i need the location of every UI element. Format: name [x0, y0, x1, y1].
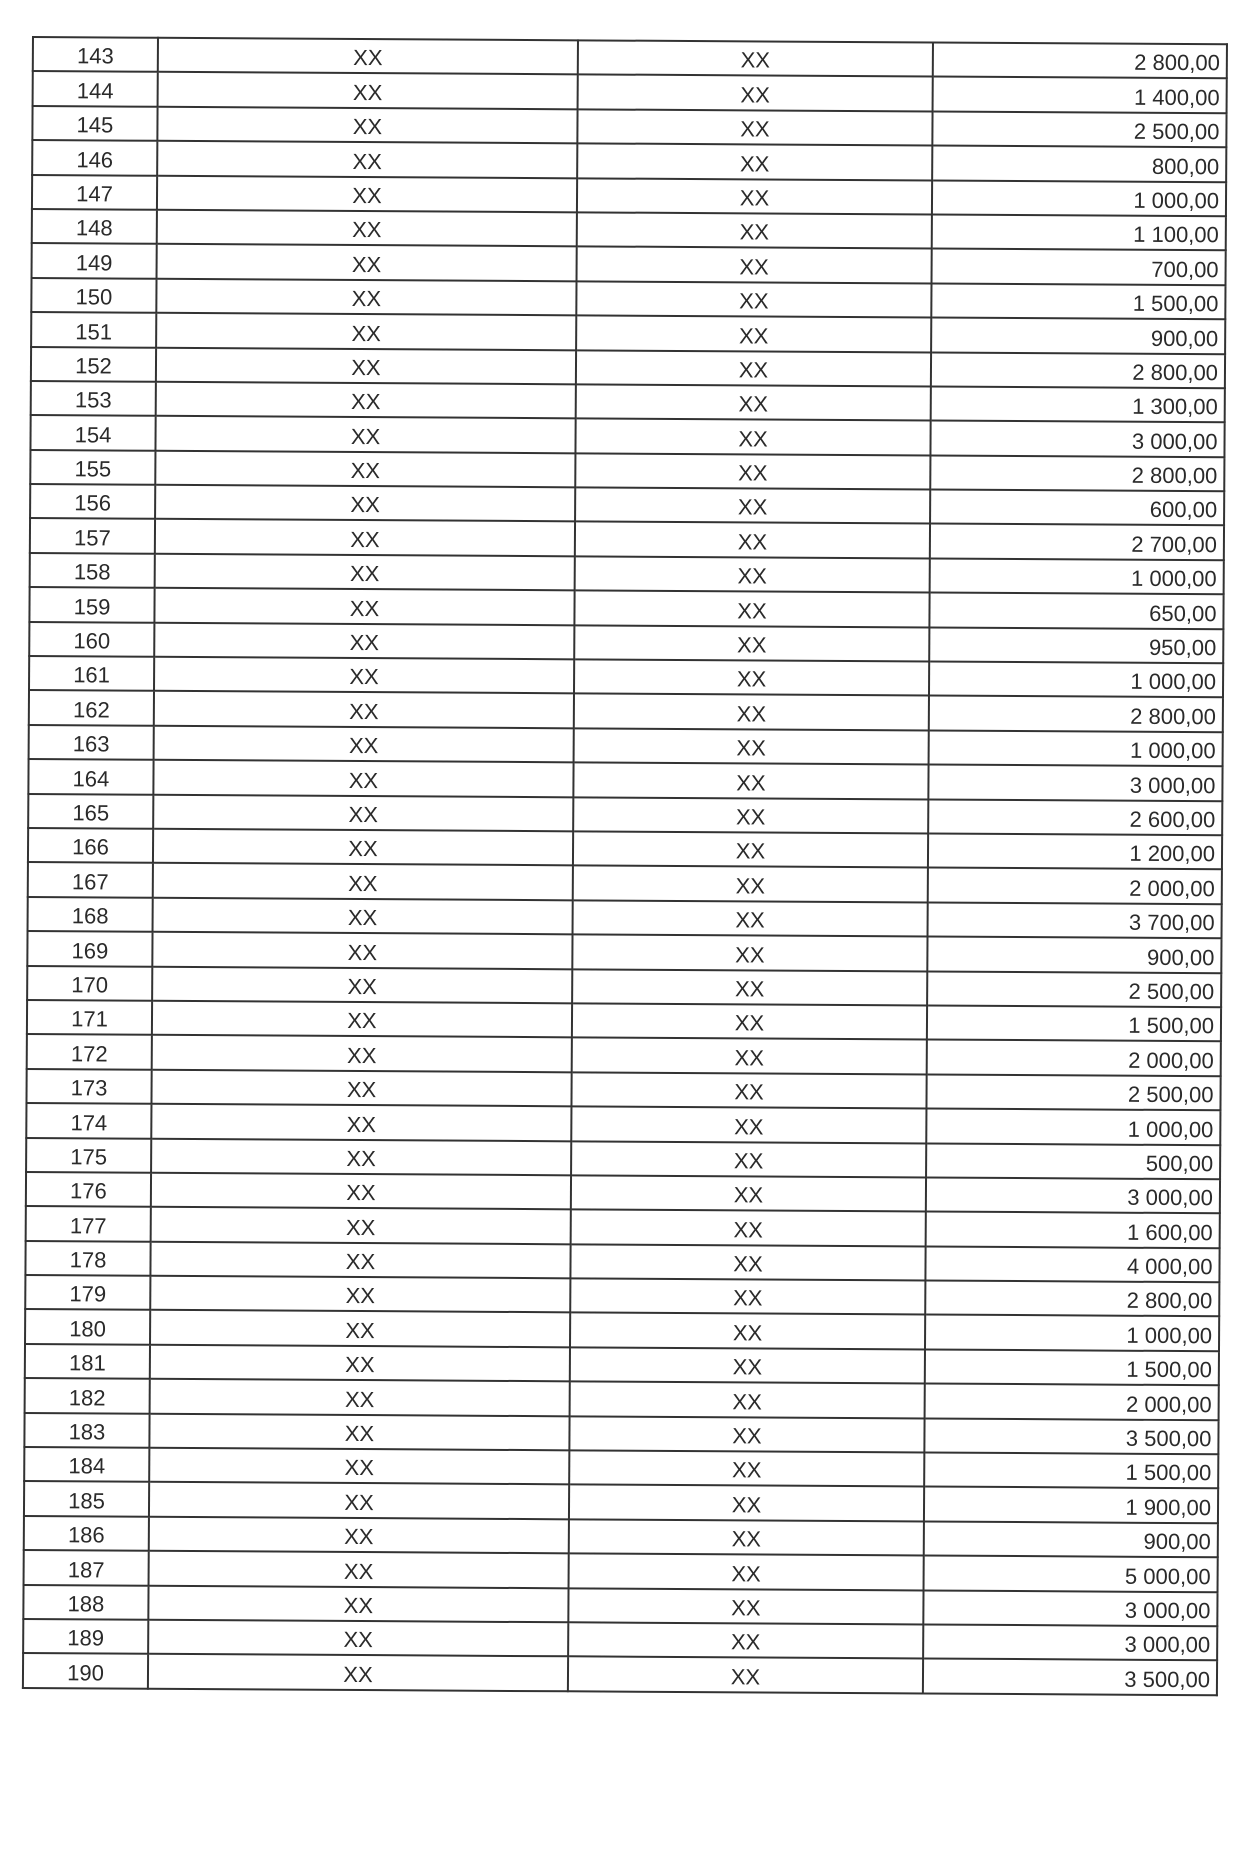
- amount-cell: 1 500,00: [925, 1349, 1219, 1385]
- column-b-cell: XX: [576, 350, 931, 387]
- amount-cell: 2 000,00: [928, 868, 1222, 904]
- column-a-cell: XX: [152, 932, 572, 969]
- column-b-cell: XX: [571, 1210, 926, 1247]
- column-b-cell: XX: [575, 522, 930, 559]
- row-number-cell: 160: [29, 622, 154, 657]
- amount-cell: 2 000,00: [925, 1384, 1219, 1420]
- column-a-cell: XX: [151, 1104, 571, 1141]
- amount-cell: 3 700,00: [928, 902, 1222, 938]
- amount-cell: 950,00: [929, 627, 1223, 663]
- column-b-cell: XX: [574, 625, 929, 662]
- column-b-cell: XX: [568, 1622, 923, 1659]
- column-a-cell: XX: [157, 107, 577, 144]
- column-b-cell: XX: [577, 144, 932, 181]
- column-b-cell: XX: [574, 591, 929, 628]
- row-number-cell: 178: [25, 1241, 150, 1276]
- amount-cell: 1 000,00: [932, 180, 1226, 216]
- row-number-cell: 186: [24, 1516, 149, 1551]
- row-number-cell: 146: [32, 140, 157, 175]
- column-b-cell: XX: [568, 1657, 923, 1694]
- column-b-cell: XX: [575, 419, 930, 456]
- row-number-cell: 179: [25, 1275, 150, 1310]
- row-number-cell: 155: [30, 450, 155, 485]
- column-b-cell: XX: [568, 1588, 923, 1625]
- column-b-cell: XX: [571, 1175, 926, 1212]
- row-number-cell: 170: [27, 966, 152, 1001]
- amount-cell: 1 200,00: [928, 833, 1222, 869]
- row-number-cell: 176: [26, 1172, 151, 1207]
- column-a-cell: XX: [153, 829, 573, 866]
- column-b-cell: XX: [570, 1278, 925, 1315]
- column-a-cell: XX: [151, 1173, 571, 1210]
- amount-cell: 1 300,00: [931, 386, 1225, 422]
- column-b-cell: XX: [569, 1485, 924, 1522]
- column-a-cell: XX: [156, 382, 576, 419]
- row-number-cell: 162: [29, 690, 154, 725]
- column-b-cell: XX: [573, 831, 928, 868]
- amount-cell: 1 000,00: [929, 662, 1223, 698]
- column-a-cell: XX: [158, 72, 578, 109]
- row-number-cell: 168: [28, 897, 153, 932]
- row-number-cell: 182: [25, 1378, 150, 1413]
- column-a-cell: XX: [153, 794, 573, 831]
- column-a-cell: XX: [154, 588, 574, 625]
- amount-cell: 2 800,00: [930, 455, 1224, 491]
- column-b-cell: XX: [573, 900, 928, 937]
- amount-cell: 2 500,00: [932, 111, 1226, 147]
- row-number-cell: 148: [32, 209, 157, 244]
- column-a-cell: XX: [156, 347, 576, 384]
- amount-cell: 3 500,00: [924, 1418, 1218, 1454]
- column-a-cell: XX: [151, 1138, 571, 1175]
- column-a-cell: XX: [154, 691, 574, 728]
- amount-cell: 2 800,00: [931, 352, 1225, 388]
- amount-cell: 1 000,00: [925, 1315, 1219, 1351]
- amount-cell: 700,00: [932, 249, 1226, 285]
- row-number-cell: 158: [30, 553, 155, 588]
- row-number-cell: 163: [29, 725, 154, 760]
- column-a-cell: XX: [151, 1069, 571, 1106]
- amount-cell: 2 500,00: [927, 971, 1221, 1007]
- row-number-cell: 152: [31, 347, 156, 382]
- column-b-cell: XX: [569, 1519, 924, 1556]
- column-b-cell: XX: [574, 659, 929, 696]
- row-number-cell: 188: [23, 1585, 148, 1620]
- column-b-cell: XX: [578, 40, 933, 77]
- row-number-cell: 189: [23, 1619, 148, 1654]
- column-b-cell: XX: [570, 1347, 925, 1384]
- column-a-cell: XX: [152, 1035, 572, 1072]
- amount-cell: 1 500,00: [924, 1452, 1218, 1488]
- column-a-cell: XX: [155, 416, 575, 453]
- column-a-cell: XX: [156, 313, 576, 350]
- column-b-cell: XX: [572, 1003, 927, 1040]
- column-b-cell: XX: [570, 1244, 925, 1281]
- row-number-cell: 181: [25, 1344, 150, 1379]
- row-number-cell: 154: [30, 415, 155, 450]
- amount-cell: 1 100,00: [932, 214, 1226, 250]
- amount-cell: 800,00: [932, 146, 1226, 182]
- column-b-cell: XX: [575, 453, 930, 490]
- column-b-cell: XX: [570, 1382, 925, 1419]
- row-number-cell: 190: [23, 1653, 148, 1688]
- row-number-cell: 143: [33, 37, 158, 72]
- column-b-cell: XX: [575, 487, 930, 524]
- amount-cell: 2 800,00: [933, 43, 1227, 79]
- amount-cell: 2 000,00: [927, 1040, 1221, 1076]
- column-a-cell: XX: [148, 1585, 568, 1622]
- column-b-cell: XX: [574, 728, 929, 765]
- row-number-cell: 171: [27, 1000, 152, 1035]
- column-a-cell: XX: [152, 1001, 572, 1038]
- column-a-cell: XX: [155, 450, 575, 487]
- column-b-cell: XX: [573, 797, 928, 834]
- amount-cell: 1 600,00: [926, 1212, 1220, 1248]
- amount-cell: 3 000,00: [923, 1624, 1217, 1660]
- row-number-cell: 183: [24, 1413, 149, 1448]
- amount-cell: 5 000,00: [924, 1556, 1218, 1592]
- column-a-cell: XX: [149, 1517, 569, 1554]
- table-row: [23, 1653, 1217, 1695]
- column-b-cell: XX: [571, 1141, 926, 1178]
- row-number-cell: 159: [29, 587, 154, 622]
- amount-cell: 1 900,00: [924, 1487, 1218, 1523]
- scanned-page: [22, 36, 1226, 1696]
- column-a-cell: XX: [153, 760, 573, 797]
- amount-cell: 650,00: [929, 593, 1223, 629]
- column-a-cell: XX: [155, 519, 575, 556]
- row-number-cell: 185: [24, 1481, 149, 1516]
- column-a-cell: XX: [157, 244, 577, 281]
- column-b-cell: XX: [574, 694, 929, 731]
- column-b-cell: XX: [573, 763, 928, 800]
- row-number-cell: 151: [31, 312, 156, 347]
- column-a-cell: XX: [155, 554, 575, 591]
- column-a-cell: XX: [149, 1448, 569, 1485]
- amount-cell: 2 800,00: [925, 1281, 1219, 1317]
- ledger-table-body: [23, 37, 1227, 1695]
- column-a-cell: XX: [150, 1345, 570, 1382]
- column-a-cell: XX: [157, 141, 577, 178]
- column-b-cell: XX: [578, 75, 933, 112]
- column-a-cell: XX: [149, 1551, 569, 1588]
- amount-cell: 1 000,00: [926, 1109, 1220, 1145]
- column-a-cell: XX: [154, 726, 574, 763]
- ledger-table: [22, 36, 1228, 1696]
- row-number-cell: 156: [30, 484, 155, 519]
- column-b-cell: XX: [571, 1106, 926, 1143]
- column-a-cell: XX: [148, 1620, 568, 1657]
- row-number-cell: 184: [24, 1447, 149, 1482]
- column-b-cell: XX: [577, 247, 932, 284]
- row-number-cell: 174: [26, 1103, 151, 1138]
- column-b-cell: XX: [577, 109, 932, 146]
- row-number-cell: 144: [33, 71, 158, 106]
- amount-cell: 500,00: [926, 1143, 1220, 1179]
- row-number-cell: 145: [32, 106, 157, 141]
- column-b-cell: XX: [572, 934, 927, 971]
- column-b-cell: XX: [569, 1450, 924, 1487]
- amount-cell: 2 700,00: [930, 524, 1224, 560]
- amount-cell: 4 000,00: [925, 1246, 1219, 1282]
- column-a-cell: XX: [155, 485, 575, 522]
- amount-cell: 900,00: [931, 318, 1225, 354]
- column-a-cell: XX: [152, 966, 572, 1003]
- amount-cell: 3 000,00: [926, 1177, 1220, 1213]
- amount-cell: 1 000,00: [930, 558, 1224, 594]
- column-a-cell: XX: [150, 1310, 570, 1347]
- row-number-cell: 175: [26, 1137, 151, 1172]
- column-b-cell: XX: [573, 866, 928, 903]
- amount-cell: 600,00: [930, 490, 1224, 526]
- row-number-cell: 172: [27, 1034, 152, 1069]
- column-a-cell: XX: [156, 278, 576, 315]
- column-a-cell: XX: [148, 1654, 568, 1691]
- row-number-cell: 165: [28, 794, 153, 829]
- amount-cell: 3 500,00: [923, 1659, 1217, 1695]
- amount-cell: 2 800,00: [929, 696, 1223, 732]
- column-b-cell: XX: [569, 1553, 924, 1590]
- row-number-cell: 150: [31, 278, 156, 313]
- row-number-cell: 169: [27, 931, 152, 966]
- column-b-cell: XX: [576, 281, 931, 318]
- amount-cell: 2 500,00: [926, 1074, 1220, 1110]
- amount-cell: 1 000,00: [929, 730, 1223, 766]
- row-number-cell: 167: [28, 862, 153, 897]
- column-a-cell: XX: [150, 1241, 570, 1278]
- column-b-cell: XX: [577, 212, 932, 249]
- column-b-cell: XX: [570, 1313, 925, 1350]
- amount-cell: 900,00: [927, 937, 1221, 973]
- column-a-cell: XX: [149, 1413, 569, 1450]
- column-a-cell: XX: [154, 657, 574, 694]
- column-a-cell: XX: [157, 175, 577, 212]
- column-b-cell: XX: [575, 556, 930, 593]
- row-number-cell: 166: [28, 828, 153, 863]
- row-number-cell: 147: [32, 175, 157, 210]
- column-b-cell: XX: [576, 315, 931, 352]
- column-a-cell: XX: [150, 1379, 570, 1416]
- row-number-cell: 180: [25, 1309, 150, 1344]
- column-b-cell: XX: [571, 1072, 926, 1109]
- amount-cell: 3 000,00: [928, 765, 1222, 801]
- column-a-cell: XX: [153, 898, 573, 935]
- row-number-cell: 164: [28, 759, 153, 794]
- row-number-cell: 157: [30, 518, 155, 553]
- row-number-cell: 153: [31, 381, 156, 416]
- amount-cell: 2 600,00: [928, 799, 1222, 835]
- column-a-cell: XX: [153, 863, 573, 900]
- column-b-cell: XX: [569, 1416, 924, 1453]
- row-number-cell: 187: [24, 1550, 149, 1585]
- column-a-cell: XX: [154, 622, 574, 659]
- row-number-cell: 161: [29, 656, 154, 691]
- column-b-cell: XX: [572, 1038, 927, 1075]
- amount-cell: 3 000,00: [923, 1590, 1217, 1626]
- row-number-cell: 149: [32, 243, 157, 278]
- column-b-cell: XX: [572, 969, 927, 1006]
- column-b-cell: XX: [577, 178, 932, 215]
- amount-cell: 1 500,00: [931, 283, 1225, 319]
- column-a-cell: XX: [150, 1276, 570, 1313]
- column-a-cell: XX: [151, 1207, 571, 1244]
- column-a-cell: XX: [149, 1482, 569, 1519]
- row-number-cell: 173: [26, 1069, 151, 1104]
- column-b-cell: XX: [576, 384, 931, 421]
- amount-cell: 1 500,00: [927, 1005, 1221, 1041]
- amount-cell: 1 400,00: [933, 77, 1227, 113]
- row-number-cell: 177: [26, 1206, 151, 1241]
- column-a-cell: XX: [157, 210, 577, 247]
- amount-cell: 3 000,00: [930, 421, 1224, 457]
- column-a-cell: XX: [158, 38, 578, 75]
- amount-cell: 900,00: [924, 1521, 1218, 1557]
